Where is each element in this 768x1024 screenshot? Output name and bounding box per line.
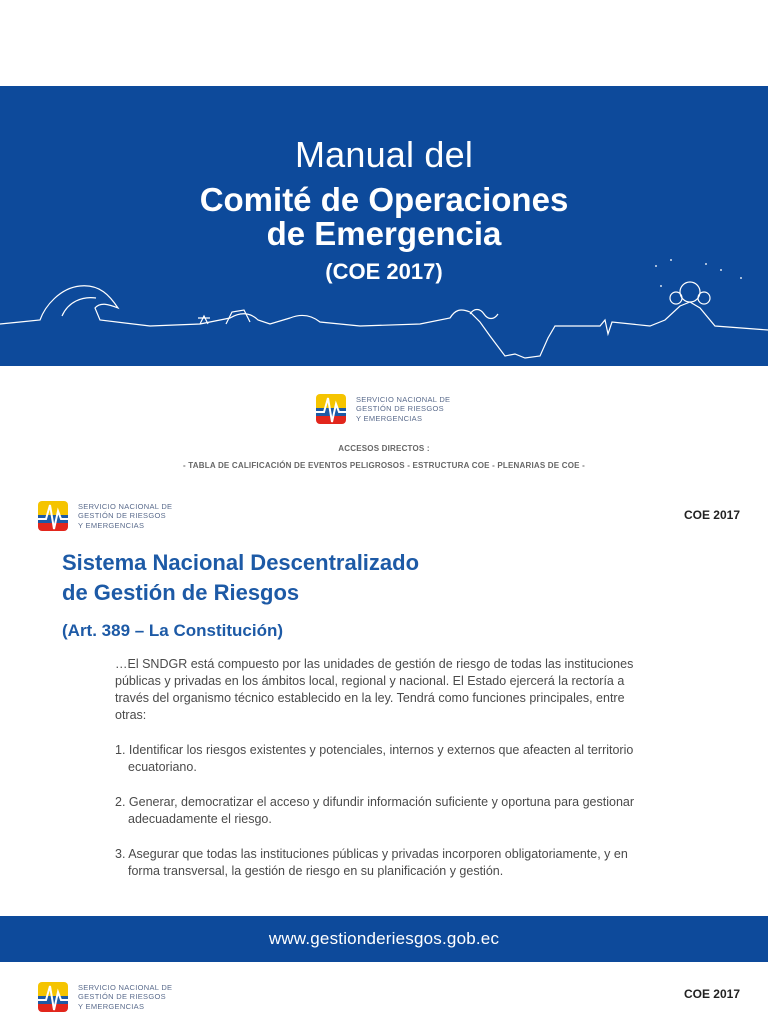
website-footer xyxy=(0,916,768,962)
list-item: 2. Generar, democratizar el acceso y difundir información suficiente y oportuna para gestionar adecuadamente el riesgo. xyxy=(115,795,635,826)
landscape-illustration-icon xyxy=(0,246,768,366)
sngre-logo-text xyxy=(78,502,172,531)
sngre-logo-text xyxy=(356,395,450,424)
logo-line1: SERVICIO NACIONAL DE xyxy=(78,501,173,511)
cover-title-line3: de Emergencia xyxy=(266,215,502,252)
heading-line2: de Gestión de Riesgos xyxy=(62,580,300,605)
logo-line2: GESTIÓN DE RIESGOS xyxy=(78,511,166,521)
sngre-logo-page2 xyxy=(36,497,172,535)
article-body xyxy=(115,656,655,898)
sngre-logo-text xyxy=(78,983,172,1012)
list-item: 3. Asegurar que todas las instituciones públicas y privadas incorporen obligatoriamente, y en forma transversal, la gestión de riesgo en su planificación y gestión. xyxy=(115,847,628,878)
website-link[interactable]: www.gestionderiesgos.gob.ec xyxy=(268,929,500,948)
logo-line3: Y EMERGENCIAS xyxy=(356,413,423,423)
section-heading xyxy=(62,548,419,608)
intro-paragraph: …El SNDGR está compuesto por las unidades de gestión de riesgo de todas las instituciones públicas y privadas en los ámbitos local, regional y nacional. El Estado ejercerá la rectoría a través del organismo técnico establecido en la ley. Tendrá como funciones principales, entre otras: xyxy=(115,657,634,722)
list-item: 1. Identificar los riesgos existentes y potenciales, internos y externos que afeacten al territorio ecuatoriano. xyxy=(115,743,634,774)
logo-line1: SERVICIO NACIONAL DE xyxy=(78,982,173,992)
logo-line1: SERVICIO NACIONAL DE xyxy=(356,394,451,404)
shortcuts-links[interactable]: - TABLA DE CALIFICACIÓN DE EVENTOS PELIGROSOS - ESTRUCTURA COE - PLENARIAS DE COE - xyxy=(183,461,585,470)
logo-line2: GESTIÓN DE RIESGOS xyxy=(356,404,444,414)
cover-title-line2: Comité de Operaciones xyxy=(199,181,569,218)
coe-tag-page2: COE 2017 xyxy=(683,508,740,522)
sngre-emblem-icon xyxy=(36,497,72,535)
logo-line3: Y EMERGENCIAS xyxy=(78,520,145,530)
cover-title-main xyxy=(0,183,768,251)
cover-banner xyxy=(0,86,768,366)
cover-title-line4: (COE 2017) xyxy=(325,259,443,284)
sngre-logo-top xyxy=(314,390,450,428)
shortcuts-title: ACCESOS DIRECTOS : xyxy=(338,444,430,453)
heading-line1: Sistema Nacional Descentralizado xyxy=(62,550,420,575)
section-subheading: (Art. 389 – La Constitución) xyxy=(62,621,284,640)
logo-line2: GESTIÓN DE RIESGOS xyxy=(78,992,166,1002)
logo-line3: Y EMERGENCIAS xyxy=(78,1001,145,1011)
sngre-emblem-icon xyxy=(314,390,350,428)
sngre-emblem-icon xyxy=(36,978,72,1016)
shortcuts-section xyxy=(0,444,768,470)
cover-title-line1: Manual del xyxy=(294,134,474,175)
sngre-logo-page3 xyxy=(36,978,172,1016)
coe-tag-page3: COE 2017 xyxy=(683,987,740,1001)
